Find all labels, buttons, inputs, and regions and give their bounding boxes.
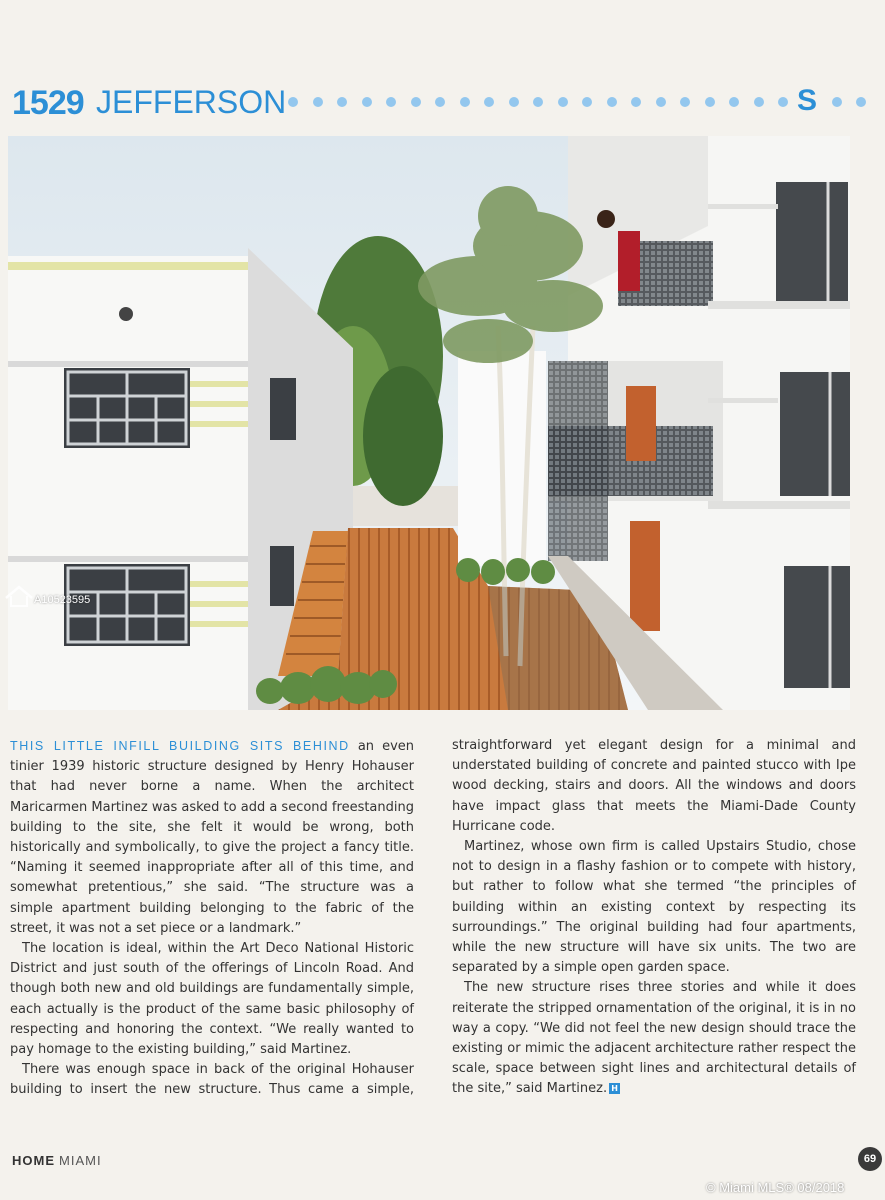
paragraph-1-text: an even tinier 1939 historic structure designed by Henry Hohauser that had never borne a name. When the architect Maricarmen Martinez was asked to add a second freestanding building to the site, she felt it would be wrong, both historically and symbolically, to give the project a fancy title. “Naming it seemed inappropriate after all of this time, and somewhat pretentious,” she said. “The structure was a simple apartment building belonging to the fabric of the street, it was not a set piece or a landmark.” (10, 739, 415, 936)
decorative-dot (533, 97, 543, 107)
paragraph-5 (452, 978, 856, 1099)
title-word: JEFFERSON (96, 84, 287, 120)
decorative-dot (362, 97, 372, 107)
hero-illustration (8, 136, 850, 710)
paragraph-4: Martinez, whose own firm is called Upstairs Studio, chose not to design in a flashy fashion or to compete with history, but rather to follow what she termed “the principles of building within an existing context by respecting its surroundings.” The original building had four apartments, while the new structure will have six units. The two are separated by a simple open garden space. (452, 839, 856, 976)
decorative-dot (729, 97, 739, 107)
decorative-dot (856, 97, 866, 107)
decorative-dot (484, 97, 494, 107)
copyright-watermark: © Miami MLS® 08/2018 (706, 1180, 845, 1195)
paragraph-3-continued: straightforward yet elegant design for a minimal and understated building of concrete and painted stucco with Ipe wood decking, stairs and doors. All the windows and doors have impact glass that meets the Miami-Dade County Hurricane code. (452, 738, 856, 834)
house-watermark-icon (4, 584, 34, 608)
paragraph-2: The location is ideal, within the Art Deco National Historic District and just south of the offerings of Lincoln Road. And though both new and old buildings are fundamentally simple, each actually is the product of the same basic philosophy of respecting and honoring the context. “We really wanted to pay homage to the existing building,” said Martinez. (10, 941, 414, 1058)
paragraph-3: There was enough space in back of the original Hohauser building to insert the new structure. Thus came a simple, (10, 1062, 414, 1098)
listing-id-watermark: A10523595 (34, 594, 91, 606)
title-number: 1529 (12, 84, 84, 122)
footer-miami: MIAMI (59, 1153, 102, 1168)
decorative-dot (705, 97, 715, 107)
decorative-dot (832, 97, 842, 107)
article-column-right (452, 736, 856, 1100)
hero-image (8, 136, 850, 710)
decorative-dot (558, 97, 568, 107)
footer-home: HOME (12, 1153, 55, 1168)
decorative-dot (411, 97, 421, 107)
decorative-dot (337, 97, 347, 107)
decorative-dot (582, 97, 592, 107)
decorative-dot (778, 97, 788, 107)
decorative-dot (656, 97, 666, 107)
paragraph-1 (10, 736, 414, 939)
decorative-dot (435, 97, 445, 107)
page-number: 69 (858, 1147, 882, 1171)
footer-masthead (12, 1153, 102, 1168)
end-mark-icon: H (609, 1083, 620, 1094)
decorative-dot (313, 97, 323, 107)
article-column-left (10, 736, 414, 1101)
decorative-dot (754, 97, 764, 107)
decorative-dot (460, 97, 470, 107)
decorative-dot (631, 97, 641, 107)
section-letter: S (797, 84, 818, 117)
decorative-dot (288, 97, 298, 107)
decorative-dot (680, 97, 690, 107)
page-header (12, 80, 872, 124)
decorative-dot (509, 97, 519, 107)
decorative-dot (386, 97, 396, 107)
decorative-dot-row (276, 97, 876, 109)
decorative-dot (607, 97, 617, 107)
paragraph-5-text: The new structure rises three stories and while it does reiterate the stripped ornamentation of the original, it is in no way a copy. “We did not feel the new design should trace the existing or mimic the adjacent architecture rather respect the scale, space between sight lines and architectural details of the site,” said Martinez. (452, 980, 856, 1097)
lead-in: THIS LITTLE INFILL BUILDING SITS BEHIND (10, 739, 350, 753)
